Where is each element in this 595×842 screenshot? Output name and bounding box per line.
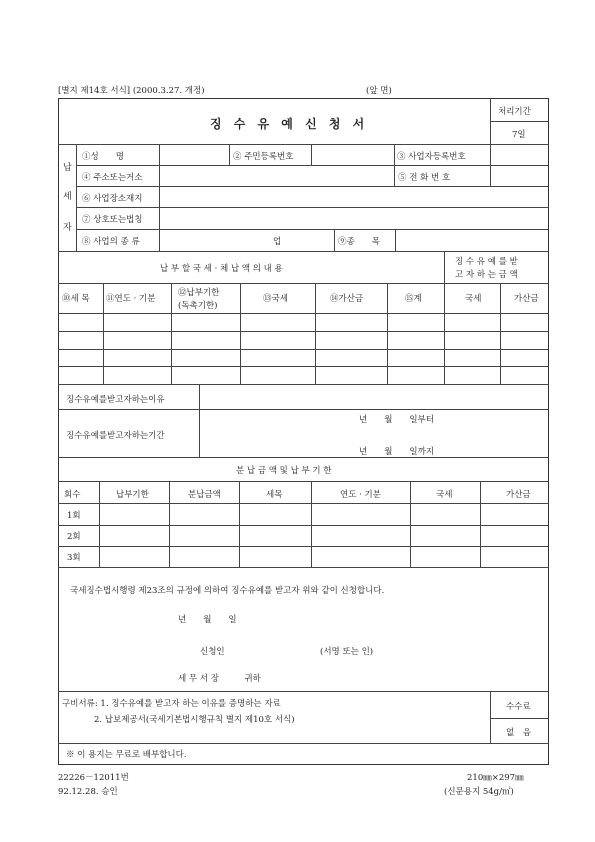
business-place-label: ⑥ 사업장소재지 xyxy=(82,194,143,204)
inst-row-2: 2회 xyxy=(67,532,81,542)
col-requested-national: 국세 xyxy=(465,294,482,304)
form-title: 징 수 유 예 신 청 서 xyxy=(210,117,369,131)
col-penalty: ⑭가산금 xyxy=(330,294,364,304)
paper-size: 210㎜×297㎜ xyxy=(467,773,524,783)
declaration-statement: 국세징수법시행령 제23조의 규정에 의하여 징수유예를 받고자 위와 같이 신청합니다. xyxy=(70,586,385,596)
taxpayer-char-2: 세 xyxy=(63,192,72,202)
attachments-line-2: 2. 납보제공서(국세기본법시행규칙 별지 제10호 서식) xyxy=(94,715,295,725)
col-year-period: ⑪연도 · 기분 xyxy=(106,294,156,304)
col-national-tax: ⑬국세 xyxy=(263,294,288,304)
address-label: ④ 주소또는거소 xyxy=(82,173,143,183)
period-label: 징수유예를받고자하는기간 xyxy=(66,431,165,441)
business-number-label: ③ 사업자등록번호 xyxy=(397,152,466,162)
col-requested-penalty: 가산금 xyxy=(514,294,539,304)
addressee: 세 무 서 장 귀하 xyxy=(178,674,261,684)
tax-details-header: 납 부 할 국 세 · 체 납 액 의 내 용 xyxy=(160,264,283,274)
inst-col-national: 국세 xyxy=(436,490,453,500)
inst-row-3: 3회 xyxy=(67,553,81,563)
form-reference: [별지 제14호 서식] (2000.3.27. 개정) xyxy=(58,86,205,96)
signature-label: (서명 또는 인) xyxy=(320,647,374,657)
paper-type: (신문용지 54g/㎡) xyxy=(444,787,514,797)
resident-number-label: ② 주민등록번호 xyxy=(233,152,294,162)
col-due-date-1: ⑫납부기한 xyxy=(178,288,220,298)
inst-row-1: 1회 xyxy=(67,511,81,521)
col-tax-item: ⑩세 목 xyxy=(62,294,90,304)
fee-label: 수수료 xyxy=(506,702,531,712)
inst-col-tax-item: 세목 xyxy=(266,490,283,500)
col-due-date-2: (독촉기한) xyxy=(178,301,218,311)
page-side-label: (앞 면) xyxy=(366,86,392,96)
period-to: 년 월 일까지 xyxy=(359,447,435,457)
inst-col-count: 회수 xyxy=(64,490,81,500)
col-total: ⑮계 xyxy=(405,294,422,304)
inst-col-penalty: 가산금 xyxy=(506,490,531,500)
period-from: 년 월 일부터 xyxy=(359,415,435,425)
attachments-line-1: 구비서류: 1. 징수유예를 받고자 하는 이유를 증명하는 자료 xyxy=(62,699,281,709)
taxpayer-char-1: 납 xyxy=(63,163,72,173)
form-code: 22226－12011번 xyxy=(58,773,129,783)
declaration-date: 년 월 일 xyxy=(178,615,237,625)
business-type-unit: 업 xyxy=(273,237,282,247)
trade-name-label: ⑦ 상호또는법칭 xyxy=(82,215,143,225)
phone-label: ⑤ 전 화 번 호 xyxy=(398,173,451,183)
processing-period-value: 7일 xyxy=(512,130,526,140)
requested-amount-header-2: 고 자 하 는 금 액 xyxy=(455,270,518,280)
installment-header: 분 납 금 액 및 납 부 기 한 xyxy=(236,466,332,476)
taxpayer-char-3: 자 xyxy=(63,223,72,233)
applicant-label: 신청인 xyxy=(200,647,225,657)
requested-amount-header-1: 징 수 유 예 를 받 xyxy=(455,257,518,267)
processing-period-label: 처리기간 xyxy=(498,107,531,117)
inst-col-amount: 분납금액 xyxy=(188,490,221,500)
inst-col-year: 연도 · 기분 xyxy=(340,490,381,500)
reason-label: 징수유예를받고자하는이유 xyxy=(66,395,165,405)
category-label: ⑨종 목 xyxy=(338,237,380,247)
fee-value: 없 음 xyxy=(506,728,531,738)
approval-date: 92.12.28. 승인 xyxy=(58,787,118,797)
name-label: ①성 명 xyxy=(82,152,124,162)
free-distribution-notice: ※ 이 용지는 무료로 배부합니다. xyxy=(66,750,187,760)
business-type-label: ⑧ 사업의 종 류 xyxy=(82,237,140,247)
inst-col-due: 납부기한 xyxy=(116,490,149,500)
